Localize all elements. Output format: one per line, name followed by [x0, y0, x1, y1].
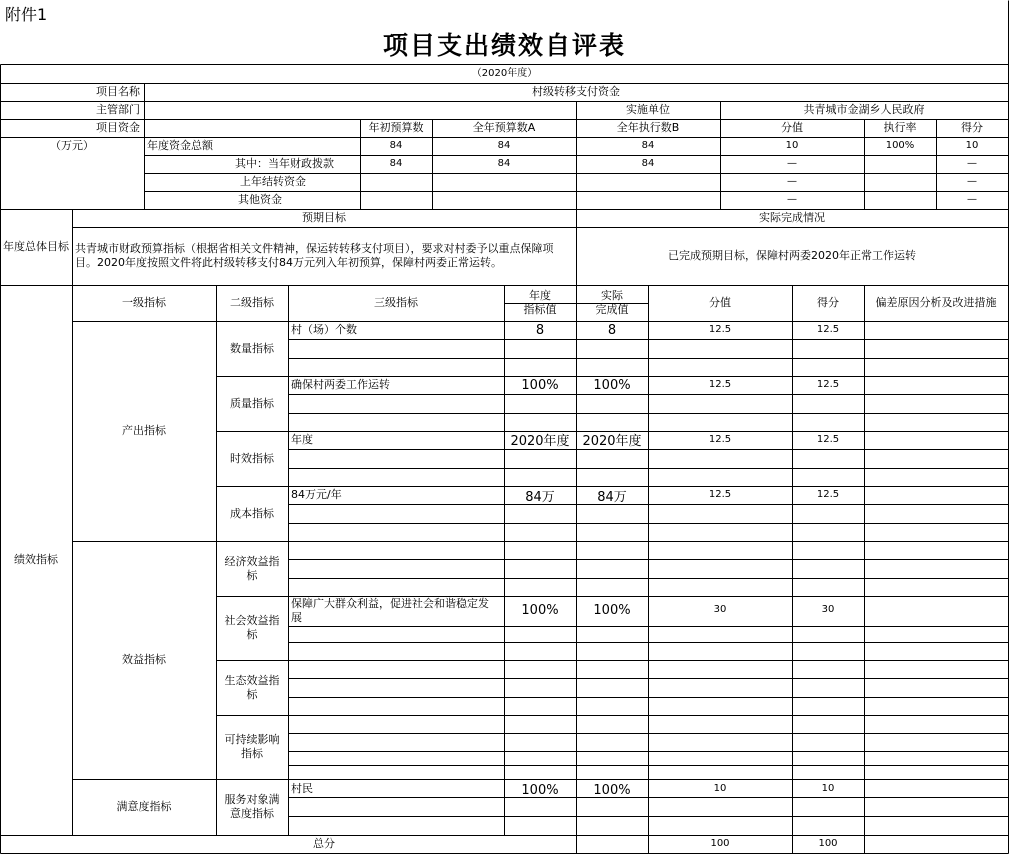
indicator-target: 8	[535, 322, 545, 338]
indicator-name: 保障广大群众利益，促进社会和谐稳定发展	[291, 597, 489, 624]
funds-cell: 84	[389, 139, 403, 151]
funds-cell	[864, 155, 936, 173]
level2-quantity: 数量指标	[230, 341, 274, 355]
page-title: 项目支出绩效自评表	[382, 31, 626, 61]
level1-satisfaction: 满意度指标	[116, 800, 172, 814]
funds-row-label: 其中：当年财政拨款	[235, 157, 334, 171]
impl-unit-value: 共青城市金湖乡人民政府	[803, 103, 925, 117]
indicator-target: 100%	[521, 782, 559, 798]
indicator-score-value: 12.5	[708, 323, 732, 335]
level2-cost: 成本指标	[230, 506, 274, 520]
level2-quality: 质量指标	[230, 396, 274, 410]
indicator-actual: 8	[607, 322, 617, 338]
indicator-name: 年度	[291, 433, 313, 447]
indicator-name: 村民	[291, 782, 313, 796]
indicator-target: 100%	[521, 602, 559, 618]
perf-header-score: 得分	[817, 296, 839, 310]
indicator-score: 12.5	[816, 488, 840, 500]
actual-result-text: 已完成预期目标，保障村两委2020年正常工作运转	[668, 249, 916, 263]
level2-social: 社会效益指 标	[224, 614, 280, 641]
funds-header-executed: 全年执行数B	[616, 121, 680, 135]
level2-timeliness: 时效指标	[230, 451, 274, 465]
funds-header-full-year: 全年预算数A	[472, 121, 536, 135]
level2-sustainable: 可持续影响 指标	[224, 733, 280, 760]
indicator-name: 确保村两委工作运转	[291, 378, 390, 392]
indicator-target: 84万	[525, 489, 555, 505]
indicator-target: 100%	[521, 378, 559, 394]
funds-label: 项目资金	[96, 121, 140, 135]
funds-header-score-value: 分值	[781, 121, 803, 135]
attachment-label: 附件1	[5, 5, 48, 24]
funds-cell: 84	[497, 157, 511, 169]
indicator-score-value: 12.5	[708, 378, 732, 390]
level1-output: 产出指标	[122, 424, 166, 438]
funds-cell: —	[967, 193, 977, 205]
total-score: 100	[818, 837, 838, 849]
year-label: （2020年度）	[471, 67, 538, 79]
funds-cell: —	[787, 175, 797, 187]
perf-label: 绩效指标	[14, 553, 58, 567]
level1-benefit: 效益指标	[122, 653, 166, 667]
funds-header-initial: 年初预算数	[368, 121, 424, 135]
funds-cell: —	[787, 157, 797, 169]
dept-label: 主管部门	[96, 103, 140, 117]
total-score-value: 100	[710, 837, 730, 849]
indicator-actual: 100%	[593, 782, 631, 798]
indicator-score-value: 10	[713, 782, 727, 794]
funds-cell: 84	[497, 139, 511, 151]
level2-service: 服务对象满 意度指标	[224, 793, 280, 820]
level2-ecological: 生态效益指 标	[224, 673, 280, 701]
funds-cell: 10	[785, 139, 799, 151]
indicator-actual: 84万	[597, 489, 627, 505]
funds-unit: （万元）	[50, 139, 94, 153]
funds-cell: —	[967, 157, 977, 169]
perf-header-score-value: 分值	[709, 296, 731, 310]
funds-header-score: 得分	[961, 121, 983, 135]
indicator-score: 12.5	[816, 323, 840, 335]
indicator-actual: 100%	[593, 602, 631, 618]
indicator-score: 30	[821, 603, 835, 615]
funds-row-label: 其他资金	[238, 193, 282, 207]
perf-header-deviation: 偏差原因分析及改进措施	[875, 296, 997, 310]
perf-header-target: 年度 指标值	[523, 289, 557, 316]
indicator-score-value: 12.5	[708, 488, 732, 500]
level2-economic: 经济效益指 标	[224, 554, 280, 582]
actual-header: 实际完成情况	[759, 211, 825, 225]
funds-cell: —	[967, 175, 977, 187]
funds-cell: —	[787, 193, 797, 205]
indicator-score: 12.5	[816, 378, 840, 390]
indicator-target: 2020年度	[510, 433, 570, 449]
expected-goal-header: 预期目标	[302, 211, 346, 225]
indicator-score-value: 30	[713, 603, 727, 615]
indicator-name: 村（场）个数	[291, 323, 357, 337]
perf-header-level3: 三级指标	[374, 296, 418, 310]
funds-row-label: 上年结转资金	[240, 175, 306, 189]
perf-header-level2: 二级指标	[230, 296, 274, 310]
indicator-score-value: 12.5	[708, 433, 732, 445]
funds-cell: 10	[965, 139, 979, 151]
project-name-value: 村级转移支付资金	[532, 85, 620, 99]
indicator-score: 10	[821, 782, 835, 794]
funds-cell: 100%	[885, 139, 915, 151]
funds-cell: 84	[641, 157, 655, 169]
expected-goal-text: 共青城市财政预算指标（根据省相关文件精神，保运转转移支付项目），要求对村委予以重点保障项目。2020年度按照文件将此村级转移支付84万元列入年初预算，保障村两委正常运转。	[75, 242, 554, 269]
goal-label: 年度总体目标	[3, 240, 69, 254]
indicator-score: 12.5	[816, 433, 840, 445]
indicator-name: 84万元/年	[291, 488, 342, 502]
funds-cell: 84	[641, 139, 655, 151]
total-label: 总分	[313, 837, 335, 851]
perf-header-level1: 一级指标	[122, 296, 166, 310]
impl-unit-label: 实施单位	[626, 103, 670, 117]
funds-header-exec-rate: 执行率	[883, 121, 917, 135]
project-name-label: 项目名称	[96, 85, 140, 99]
funds-cell: 84	[389, 157, 403, 169]
indicator-actual: 100%	[593, 378, 631, 394]
indicator-actual: 2020年度	[582, 433, 642, 449]
funds-row-label: 年度资金总额	[147, 139, 213, 153]
perf-header-actual: 实际 完成值	[595, 289, 629, 316]
